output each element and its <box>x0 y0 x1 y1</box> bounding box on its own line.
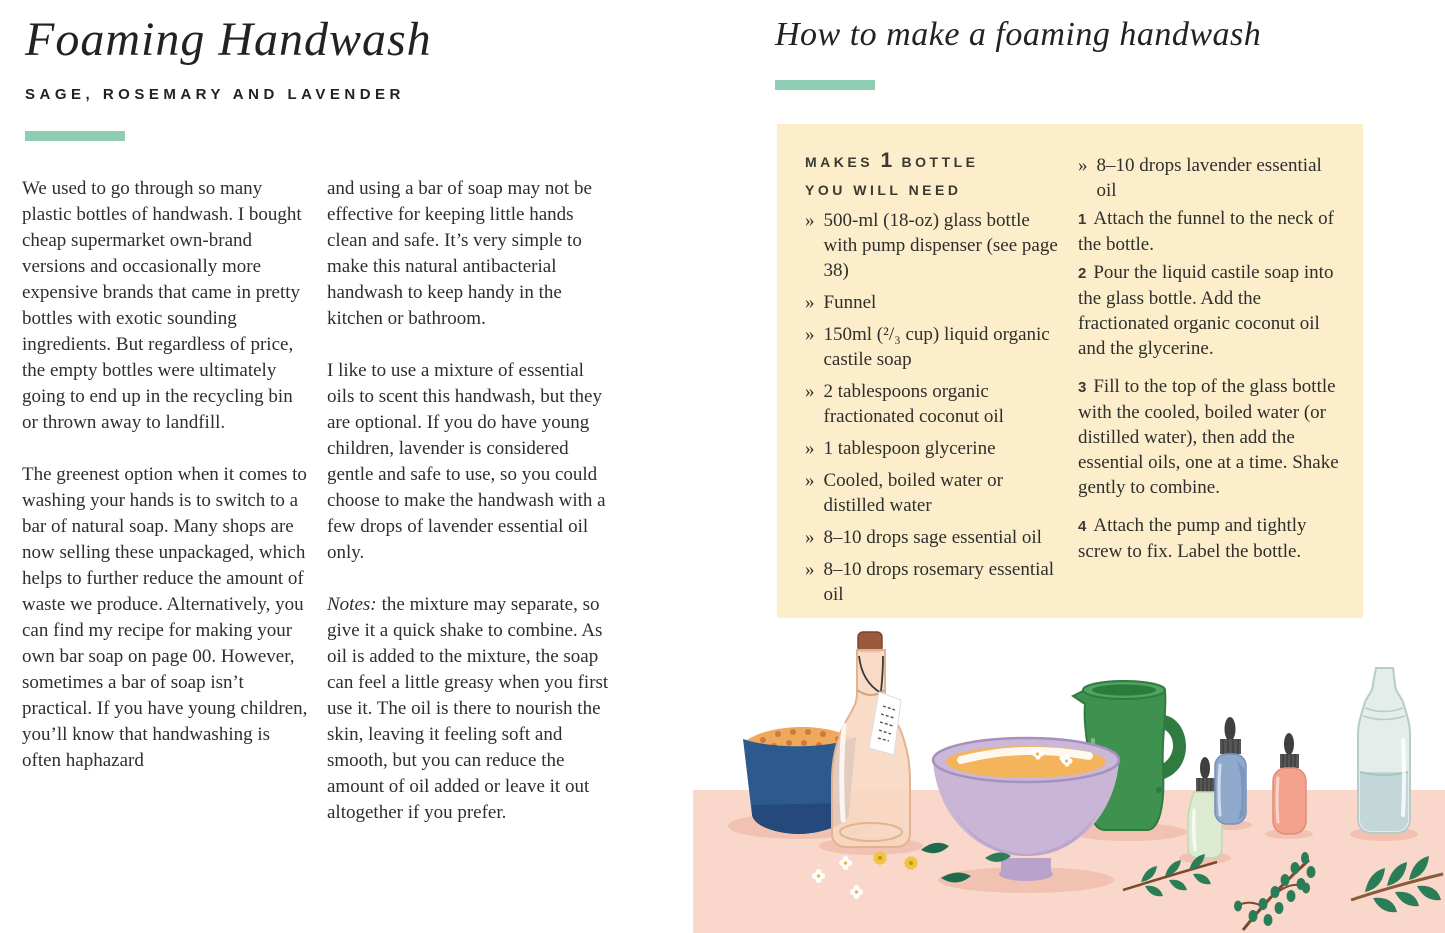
ingredients-list-continued <box>1078 153 1346 203</box>
chevron-bullet: » <box>805 292 815 313</box>
ingredient-item: » 8–10 drops sage essential oil <box>805 527 1042 548</box>
step-number: 1 <box>1078 211 1087 228</box>
chevron-bullet: » <box>805 438 815 459</box>
paragraph: We used to go through so many plastic bottles of handwash. I bought cheap supermarket own-brand versions and occasionally more expensive brands that came in pretty bottles with exotic sounding ingredients. But regardless of price, the empty bottles were ultimately going to end up in the recycling bin or thrown away to landfill. <box>22 178 302 433</box>
glass-bottle <box>832 632 910 847</box>
recipe-box <box>777 124 1363 618</box>
text-column-1 <box>22 176 309 826</box>
chevron-bullet: » <box>805 470 815 491</box>
step-text: Attach the pump and tightly screw to fix. Label the bottle. <box>1078 515 1307 562</box>
makes-heading <box>805 150 1063 173</box>
chevron-bullet: » <box>805 324 815 345</box>
step-text: Attach the funnel to the neck of the bottle. <box>1078 208 1334 255</box>
notes-label: Notes: <box>327 594 377 615</box>
step-text: Fill to the top of the glass bottle with the cooled, boiled water (or distilled water), then add the essential oils, one at a time. Shake gently to combine. <box>1078 376 1339 498</box>
chevron-bullet: » <box>1078 155 1088 176</box>
paragraph: and using a bar of soap may not be effective for keeping little hands clean and safe. It’s very simple to make this natural antibacterial handwash to keep handy in the kitchen or bathroom. <box>327 178 592 329</box>
ingredient-item: » Funnel <box>805 292 877 313</box>
step-text: Pour the liquid castile soap into the glass bottle. Add the fractionated organic coconut oil and the glycerine. <box>1078 262 1334 359</box>
step-number: 4 <box>1078 518 1087 535</box>
ingredients-list <box>805 208 1063 607</box>
ingredient-item: » 8–10 drops rosemary essential oil <box>805 559 1055 605</box>
step-3 <box>1078 374 1346 500</box>
dropper-bottle-coral <box>1273 733 1306 834</box>
makes-quantity: 1 <box>880 149 895 172</box>
makes-prefix: MAKES <box>805 154 874 170</box>
ingredient-item: » 150ml (²/₃ cup) liquid organic castile soap <box>805 324 1050 370</box>
ingredient-item: » 8–10 drops lavender essential oil <box>1078 155 1322 201</box>
makes-suffix: BOTTLE <box>901 154 979 170</box>
clear-water-bottle <box>1358 668 1410 833</box>
ingredient-item: » 2 tablespoons organic fractionated coconut oil <box>805 381 1004 427</box>
page-title: Foaming Handwash <box>25 13 432 66</box>
notes-text: the mixture may separate, so give it a quick shake to combine. As oil is added to the mixture, the soap can feel a little greasy when you first use it. The oil is there to nourish the skin, leaving it feeling soft and smooth, but you can reduce the amount of oil added or leave it out altogether if you prefer. <box>327 594 609 823</box>
paragraph: The greenest option when it comes to washing your hands is to switch to a bar of natural soap. Many shops are now selling these unpackaged, which helps to further reduce the amount of waste we produce. Alternatively, you can find my recipe for making your own bar soap on page 00. However, sometimes a bar of soap isn’t practical. If you have young children, you’ll know that handwashing is often haphazard <box>22 464 308 771</box>
dropper-bottle-blue <box>1215 717 1246 824</box>
step-number: 3 <box>1078 379 1087 396</box>
ingredients-column <box>805 149 1063 605</box>
accent-bar <box>25 131 125 141</box>
ingredient-item: » Cooled, boiled water or distilled water <box>805 470 1003 516</box>
chevron-bullet: » <box>805 381 815 402</box>
chevron-bullet: » <box>805 210 815 231</box>
step-4 <box>1078 513 1346 564</box>
ingredient-item: » 1 tablespoon glycerine <box>805 438 996 459</box>
step-2 <box>1078 260 1346 361</box>
page-subtitle: SAGE, ROSEMARY AND LAVENDER <box>25 86 405 103</box>
steps-column <box>1078 150 1346 598</box>
ingredients-illustration <box>693 620 1445 933</box>
chevron-bullet: » <box>805 559 815 580</box>
body-text <box>22 176 614 826</box>
chevron-bullet: » <box>805 527 815 548</box>
step-number: 2 <box>1078 265 1087 282</box>
step-1 <box>1078 206 1346 257</box>
you-will-need-heading: YOU WILL NEED <box>805 182 962 198</box>
accent-bar <box>775 80 875 90</box>
notes-paragraph <box>327 592 614 826</box>
text-column-2 <box>327 176 614 826</box>
ingredient-item: » 500-ml (18-oz) glass bottle with pump dispenser (see page 38) <box>805 210 1058 281</box>
paragraph: I like to use a mixture of essential oils to scent this handwash, but they are optional. If you do have young children, lavender is considered gentle and safe to use, so you could choose to make the handwash with a few drops of lavender essential oil only. <box>327 360 606 563</box>
recipe-title: How to make a foaming handwash <box>775 16 1262 53</box>
